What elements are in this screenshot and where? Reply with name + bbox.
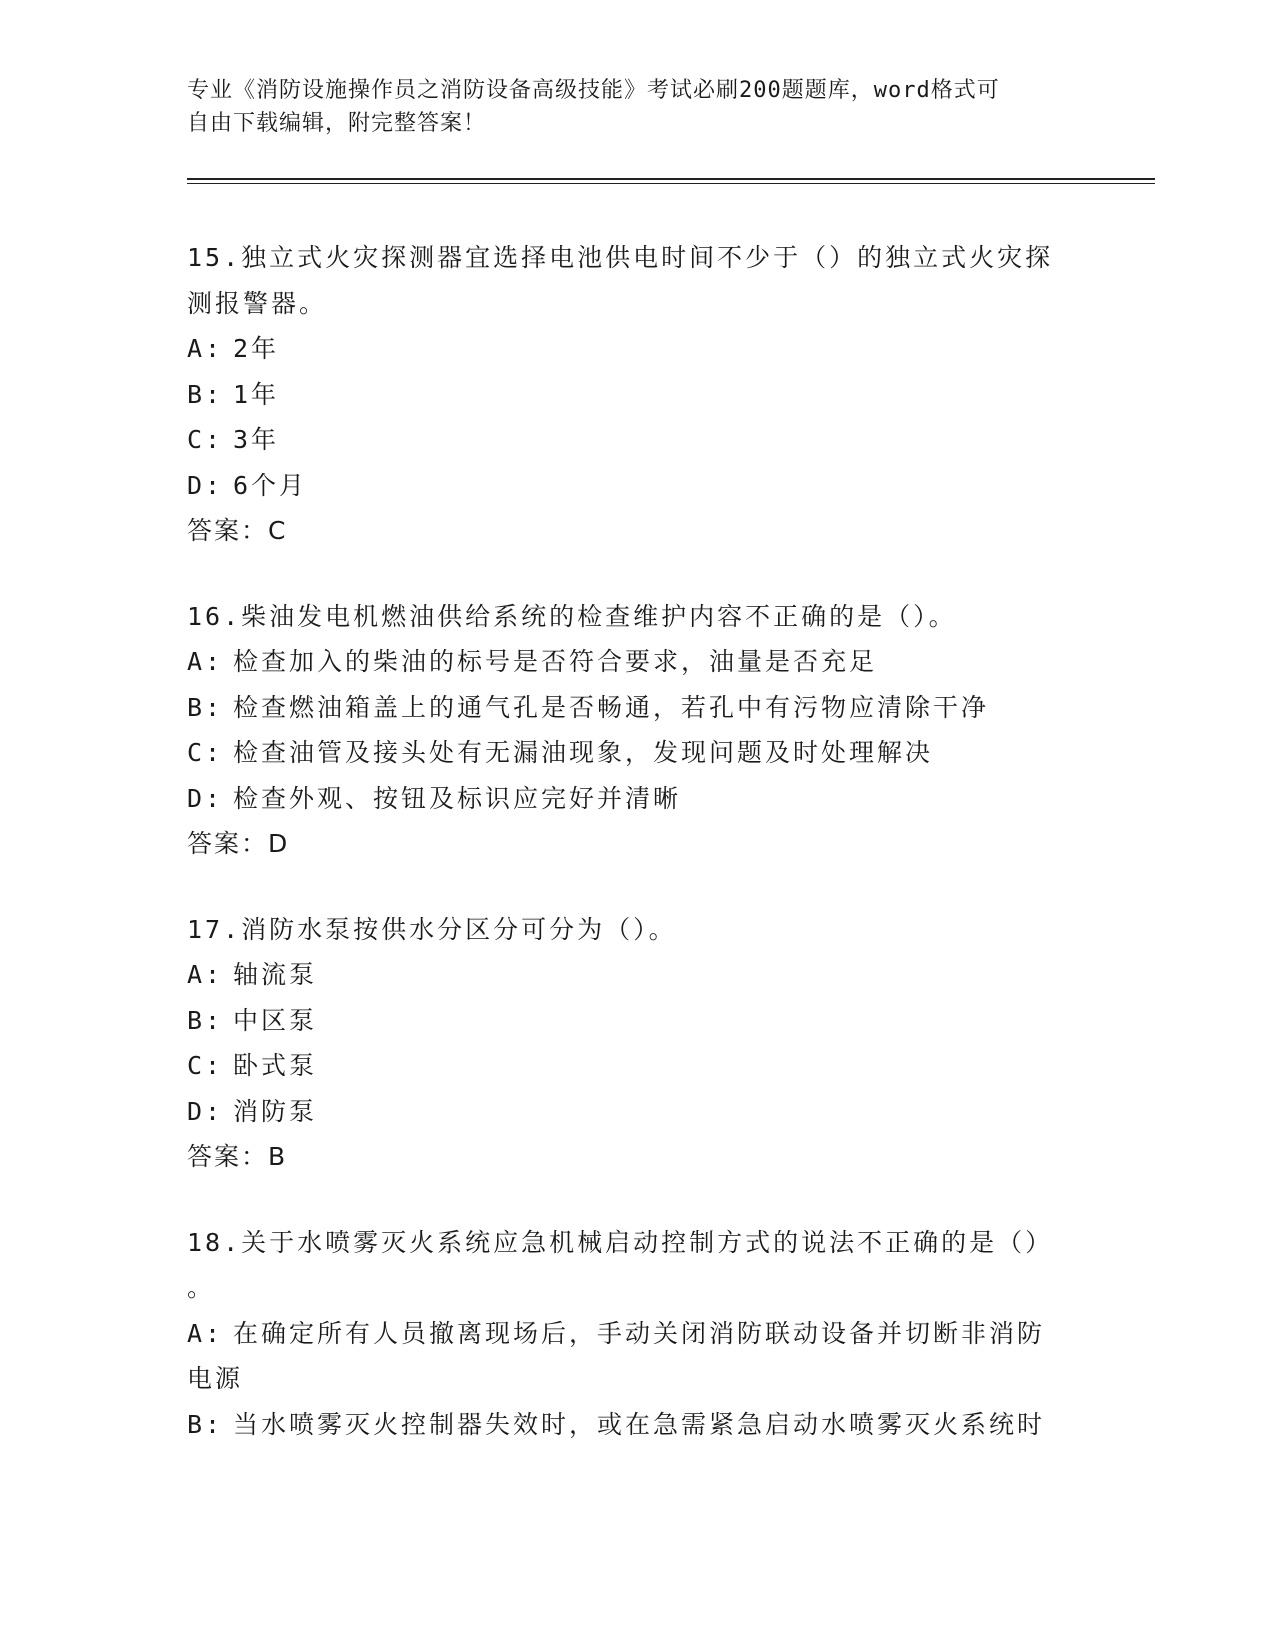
option-c <box>187 417 1087 463</box>
option-letter: C: <box>187 425 224 454</box>
option-letter: D: <box>187 1096 224 1126</box>
option-b <box>187 372 1087 418</box>
option-letter: C: <box>187 738 224 767</box>
question-list <box>187 235 1087 1487</box>
option-letter: D: <box>187 783 224 813</box>
answer-line: 答案：D <box>187 829 290 858</box>
question-15 <box>187 235 1087 554</box>
option-text: 检查外观、按钮及标识应完好并清晰 <box>233 783 682 813</box>
option-text: 1年 <box>233 379 280 409</box>
option-letter: B: <box>187 692 224 722</box>
option-letter: B: <box>187 1005 224 1035</box>
question-stem: 18.关于水喷雾灭火系统应急机械启动控制方式的说法不正确的是（） <box>187 1227 1054 1257</box>
question-stem: 测报警器。 <box>187 288 328 318</box>
option-letter: C: <box>187 1051 224 1080</box>
answer-line: 答案：B <box>187 1142 288 1171</box>
option-text: 检查油管及接头处有无漏油现象，发现问题及时处理解决 <box>233 738 934 767</box>
question-17 <box>187 907 1087 1180</box>
option-text: 轴流泵 <box>233 960 318 989</box>
option-letter: A: <box>187 647 224 676</box>
option-d <box>187 776 1087 822</box>
question-stem: 。 <box>187 1273 216 1302</box>
option-text: 检查燃油箱盖上的通气孔是否畅通，若孔中有污物应清除干净 <box>233 692 990 722</box>
option-text: 在确定所有人员撤离现场后，手动关闭消防联动设备并切断非消防 <box>233 1318 1046 1348</box>
option-a <box>187 952 1087 998</box>
option-b <box>187 685 1087 731</box>
option-d <box>187 1089 1087 1135</box>
question-stem: 16.柴油发电机燃油供给系统的检查维护内容不正确的是（）。 <box>187 601 957 631</box>
option-letter: D: <box>187 470 224 500</box>
option-text: 卧式泵 <box>233 1051 318 1080</box>
option-c <box>187 730 1087 776</box>
option-a <box>187 639 1087 685</box>
option-letter: A: <box>187 334 224 363</box>
option-text-continuation: 电源 <box>187 1364 244 1393</box>
document-header <box>187 74 1067 140</box>
option-a <box>187 326 1087 372</box>
option-letter: A: <box>187 960 224 989</box>
option-text: 3年 <box>233 425 280 454</box>
header-line-1: 专业《消防设施操作员之消防设备高级技能》考试必刷200题题库，word格式可 <box>187 78 1000 103</box>
header-divider-thin <box>187 183 1155 184</box>
option-text: 6个月 <box>233 470 308 500</box>
option-b <box>187 998 1087 1044</box>
option-letter: B: <box>187 379 224 409</box>
question-stem: 17.消防水泵按供水分区分可分为（）。 <box>187 914 677 944</box>
option-text: 消防泵 <box>233 1096 318 1126</box>
option-c <box>187 1043 1087 1089</box>
option-d <box>187 463 1087 509</box>
header-line-2: 自由下载编辑，附完整答案！ <box>187 111 487 136</box>
option-text: 2年 <box>233 334 280 363</box>
option-letter: A: <box>187 1318 224 1348</box>
question-16 <box>187 594 1087 867</box>
option-b <box>187 1402 1087 1448</box>
question-18 <box>187 1220 1087 1448</box>
option-letter: B: <box>187 1409 224 1439</box>
option-text: 检查加入的柴油的标号是否符合要求，油量是否充足 <box>233 647 878 676</box>
option-text: 中区泵 <box>233 1005 318 1035</box>
header-divider-thick <box>187 178 1155 180</box>
question-stem: 15.独立式火灾探测器宜选择电池供电时间不少于（）的独立式火灾探 <box>187 243 1054 272</box>
option-text: 当水喷雾灭火控制器失效时，或在急需紧急启动水喷雾灭火系统时 <box>233 1409 1046 1439</box>
option-a <box>187 1311 1087 1357</box>
answer-line: 答案：C <box>187 516 288 545</box>
